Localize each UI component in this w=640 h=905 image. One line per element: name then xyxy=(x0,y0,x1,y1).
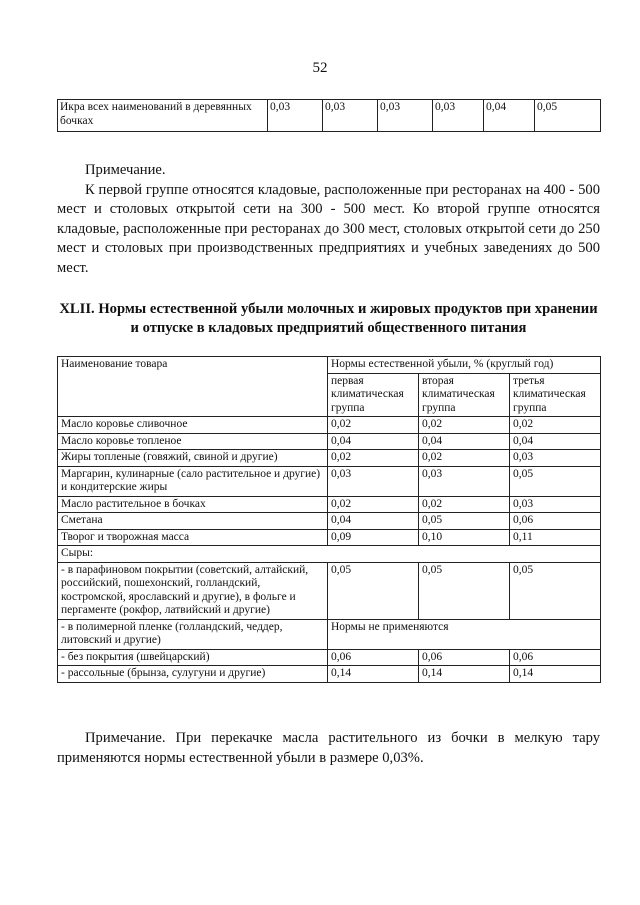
product-name-cell: Маргарин, кулинарные (сало растительное и другие) и кондитерские жиры xyxy=(58,466,328,496)
table-row xyxy=(58,466,601,496)
table-row xyxy=(58,513,601,530)
value-cell: 0,05 xyxy=(535,100,601,132)
value-cell: 0,03 xyxy=(510,496,601,513)
table-row xyxy=(58,417,601,434)
section-title: XLII. Нормы естественной убыли молочных и жировых продуктов при хранении и отпуске в кладовых предприятий общественного питания xyxy=(59,301,598,336)
value-cell: 0,05 xyxy=(419,562,510,619)
table-row xyxy=(58,529,601,546)
value-cell: 0,14 xyxy=(328,666,419,683)
value-cell: 0,05 xyxy=(328,562,419,619)
value-cell: 0,04 xyxy=(328,513,419,530)
header-product-name: Наименование товара xyxy=(58,357,328,417)
value-cell: 0,02 xyxy=(419,496,510,513)
value-cell: 0,05 xyxy=(419,513,510,530)
product-name-cell: - в парафиновом покрытии (советский, алтайский, российский, пошехонский, голландский, костромской, ярославский и другие), в фольге и пергаменте (рокфор, латвийский и другие) xyxy=(58,562,328,619)
header-group-3: третья климатическая группа xyxy=(510,373,601,417)
dairy-fat-norms-table xyxy=(57,356,601,683)
table-row-cheese-group xyxy=(58,546,601,563)
value-cell: 0,04 xyxy=(484,100,535,132)
value-cell: 0,02 xyxy=(328,417,419,434)
table-row xyxy=(58,100,601,132)
value-cell: 0,02 xyxy=(328,450,419,467)
note-climatic-groups xyxy=(57,161,600,278)
value-cell: 0,03 xyxy=(419,466,510,496)
value-cell: 0,06 xyxy=(510,513,601,530)
table-row xyxy=(58,649,601,666)
value-cell: 0,03 xyxy=(378,100,433,132)
product-name-cell: - рассольные (брынза, сулугуни и другие) xyxy=(58,666,328,683)
header-norms: Нормы естественной убыли, % (круглый год) xyxy=(328,357,601,374)
value-cell: 0,03 xyxy=(323,100,378,132)
table-row xyxy=(58,666,601,683)
norms-not-applied-cell: Нормы не применяются xyxy=(328,619,601,649)
value-cell: 0,06 xyxy=(328,649,419,666)
value-cell: 0,14 xyxy=(510,666,601,683)
value-cell: 0,10 xyxy=(419,529,510,546)
table-row xyxy=(58,562,601,619)
value-cell: 0,04 xyxy=(328,433,419,450)
product-name-cell: Масло растительное в бочках xyxy=(58,496,328,513)
value-cell: 0,09 xyxy=(328,529,419,546)
product-name-cell: Сметана xyxy=(58,513,328,530)
value-cell: 0,05 xyxy=(510,562,601,619)
note-text: К первой группе относятся кладовые, расположенные при ресторанах на 400 - 500 мест и столовых открытой сети на 300 - 500 мест. Ко второй группе относятся кладовые, расположенные при ресторанах до 300 мест, столовых открытой сети до 250 мест и столовых при производственных предприятиях и учебных заведениях до 500 мест. xyxy=(57,181,600,276)
table-header-row xyxy=(58,357,601,374)
page-number: 52 xyxy=(312,60,328,76)
header-group-1: первая климатическая группа xyxy=(328,373,419,417)
value-cell: 0,04 xyxy=(419,433,510,450)
note-heading: Примечание. xyxy=(85,162,166,178)
product-name-cell: Икра всех наименований в деревянных бочках xyxy=(58,100,268,132)
table-row xyxy=(58,496,601,513)
value-cell: 0,11 xyxy=(510,529,601,546)
value-cell: 0,05 xyxy=(510,466,601,496)
value-cell: 0,02 xyxy=(419,417,510,434)
product-name-cell: Масло коровье топленое xyxy=(58,433,328,450)
table-row xyxy=(58,619,601,649)
value-cell: 0,06 xyxy=(419,649,510,666)
value-cell: 0,06 xyxy=(510,649,601,666)
value-cell: 0,03 xyxy=(433,100,484,132)
value-cell: 0,03 xyxy=(268,100,323,132)
caviar-norms-table xyxy=(57,99,601,132)
product-name-cell: Жиры топленые (говяжий, свиной и другие) xyxy=(58,450,328,467)
value-cell: 0,02 xyxy=(510,417,601,434)
header-group-2: вторая климатическая группа xyxy=(419,373,510,417)
cheese-group-label: Сыры: xyxy=(58,546,601,563)
product-name-cell: Творог и творожная масса xyxy=(58,529,328,546)
product-name-cell: Масло коровье сливочное xyxy=(58,417,328,434)
product-name-cell: - без покрытия (швейцарский) xyxy=(58,649,328,666)
value-cell: 0,14 xyxy=(419,666,510,683)
value-cell: 0,04 xyxy=(510,433,601,450)
value-cell: 0,03 xyxy=(328,466,419,496)
value-cell: 0,02 xyxy=(328,496,419,513)
note-oil-transfer: Примечание. При перекачке масла растительного из бочки в мелкую тару применяются нормы естественной убыли в размере 0,03%. xyxy=(57,730,600,766)
value-cell: 0,03 xyxy=(510,450,601,467)
table-row xyxy=(58,433,601,450)
table-row xyxy=(58,450,601,467)
value-cell: 0,02 xyxy=(419,450,510,467)
product-name-cell: - в полимерной пленке (голландский, чеддер, литовский и другие) xyxy=(58,619,328,649)
